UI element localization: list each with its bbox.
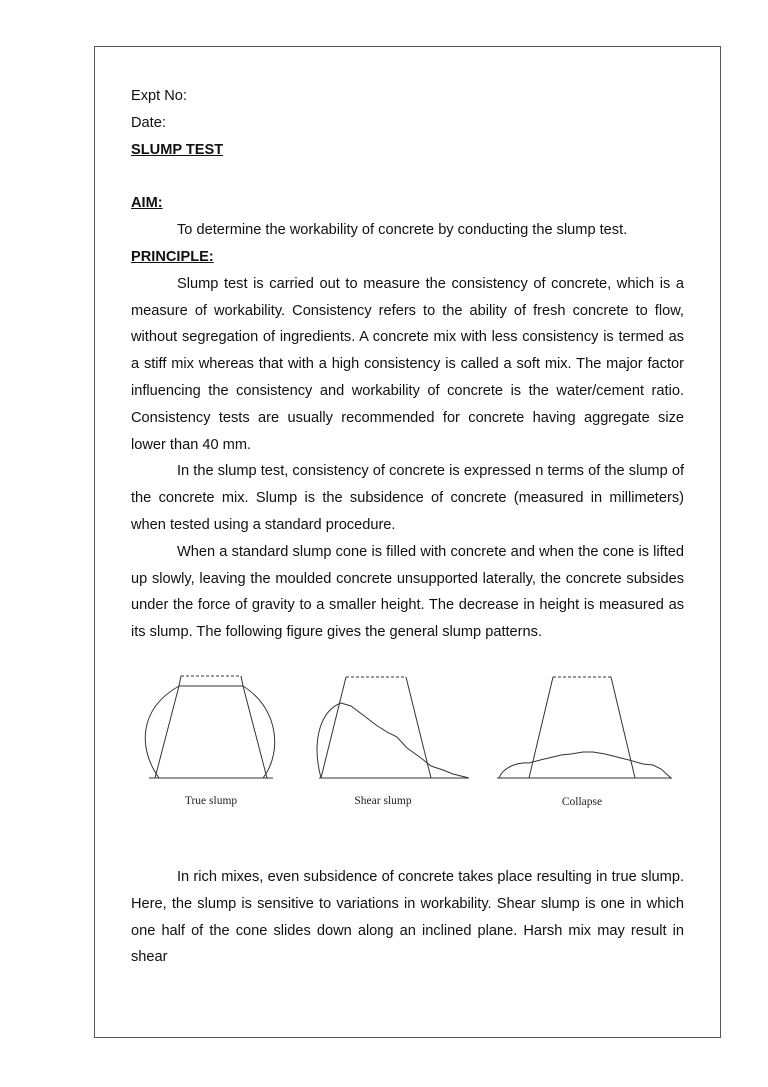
document-title: SLUMP TEST	[131, 141, 224, 158]
aim-heading: AIM:	[131, 195, 163, 212]
aim-text: To determine the workability of concrete by conducting the slump test.	[177, 222, 628, 239]
caption-true-slump: True slump	[184, 794, 238, 807]
after-figure-paragraph: In rich mixes, even subsidence of concrete takes place resulting in true slump. Here, the slump is sensitive to variations in workability. Shear slump is one in which one half of the cone slides down along an inclined plane. Harsh mix may result in shear	[131, 868, 684, 966]
document-body	[131, 83, 684, 971]
collapse-diagram	[497, 677, 672, 778]
slump-patterns-diagram	[131, 670, 684, 850]
caption-shear-slump: Shear slump	[354, 794, 412, 807]
principle-paragraph-2: In the slump test, consistency of concrete is expressed n terms of the slump of the concrete mix. Slump is the subsidence of concrete (measured in millimeters) when tested using a standard procedure.	[131, 463, 684, 533]
caption-collapse: Collapse	[561, 795, 603, 808]
shear-slump-diagram	[317, 677, 469, 778]
true-slump-diagram	[145, 676, 274, 778]
date-label: Date:	[131, 114, 166, 131]
expt-no-label: Expt No:	[131, 88, 187, 104]
principle-paragraph-3: When a standard slump cone is filled with concrete and when the cone is lifted up slowly, leaving the moulded concrete unsupported laterally, the concrete subsides under the force of gravity to a smaller height. The decrease in height is measured as its slump. The following figure gives the general slump patterns.	[131, 543, 684, 641]
slump-patterns-figure	[131, 670, 684, 850]
principle-paragraph-1: Slump test is carried out to measure the consistency of concrete, which is a measure of workability. Consistency refers to the ability of fresh concrete to flow, without segregation of ingredients. A concrete mix with less consistency is termed as a stiff mix whereas that with a high consistency is called a soft mix. The major factor influencing the consistency and workability of concrete is the water/cement ratio. Consistency tests are usually recommended for concrete having aggregate size lower than 40 mm.	[131, 275, 684, 453]
principle-heading: PRINCIPLE:	[131, 248, 214, 265]
